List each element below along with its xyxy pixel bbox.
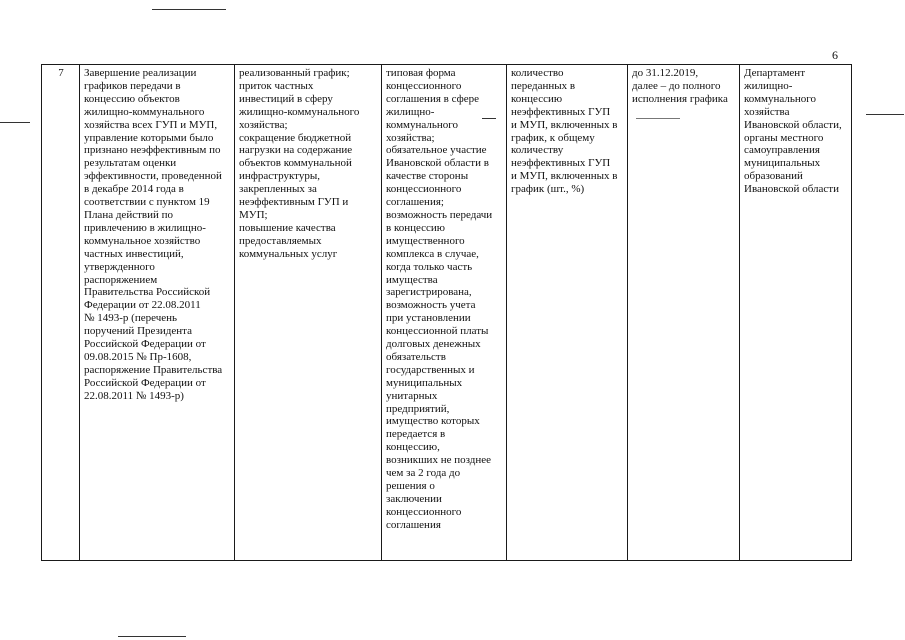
deadline-text: до 31.12.2019, далее – до полного исполнения графика (632, 67, 728, 105)
mechanism-cell (382, 65, 507, 561)
mechanism-text: типовая форма концессионного соглашения в сфере жилищно- коммунального хозяйства; обязательное участие Ивановской области в качестве стороны концессионного соглашения; возможность передачи в концессию имущественного комплекса в случае, когда только часть имущества зарегистрирована, возможность учета при установлении концессионной платы долговых денежных обязательств государственных и муниципальных унитарных предприятий, имущество которых передается в концессию, возникших не позднее чем за 2 года до решения о заключении концессионного соглашения (386, 67, 493, 531)
indicator-cell (507, 65, 628, 561)
table-row (42, 65, 852, 561)
result-text: реализованный график; приток частных инвестиций в сферу жилищно-коммунального хозяйства; сокращение бюджетной нагрузки на содержание объектов коммунальной инфраструктуры, закрепленных за неэффективным ГУП и МУП; повышение качества предоставляемых коммунальных услуг (239, 67, 360, 260)
responsible-cell (740, 65, 852, 561)
scan-mark-right (866, 114, 904, 115)
scan-mark-top (152, 9, 226, 10)
plan-table (41, 64, 852, 561)
indicator-text: количество переданных в концессию неэффективных ГУП и МУП, включенных в график, к общему количеству неэффективных ГУП и МУП, включенных в график (шт., %) (511, 67, 618, 196)
scan-mark-bottom (118, 636, 186, 637)
deadline-cell (628, 65, 740, 561)
page-number: 6 (832, 48, 838, 62)
event-cell (80, 65, 235, 561)
row-number: 7 (58, 67, 64, 79)
scan-mark-left (0, 122, 30, 123)
event-text: Завершение реализации графиков передачи в концессию объектов жилищно-коммунального хозяйства всех ГУП и МУП, управление которыми было признано неэффективным по результатам оценки эффективности, проведенной в декабре 2014 года в соответствии с пунктом 19 Плана действий по привлечению в жилищно- коммунальное хозяйство частных инвестиций, утвержденного распоряжением Правительства Российской Федерации от 22.08.2011 № 1493-р (перечень поручений Президента Российской Федерации от 09.08.2015 № Пр-1608, распоряжение Правительства Российской Федерации от 22.08.2011 № 1493-р) (84, 67, 223, 402)
row-number-cell (42, 65, 80, 561)
responsible-text: Департамент жилищно- коммунального хозяйства Ивановской области, органы местного самоуправления муниципальных образований Ивановской области (744, 67, 842, 196)
result-cell (235, 65, 382, 561)
